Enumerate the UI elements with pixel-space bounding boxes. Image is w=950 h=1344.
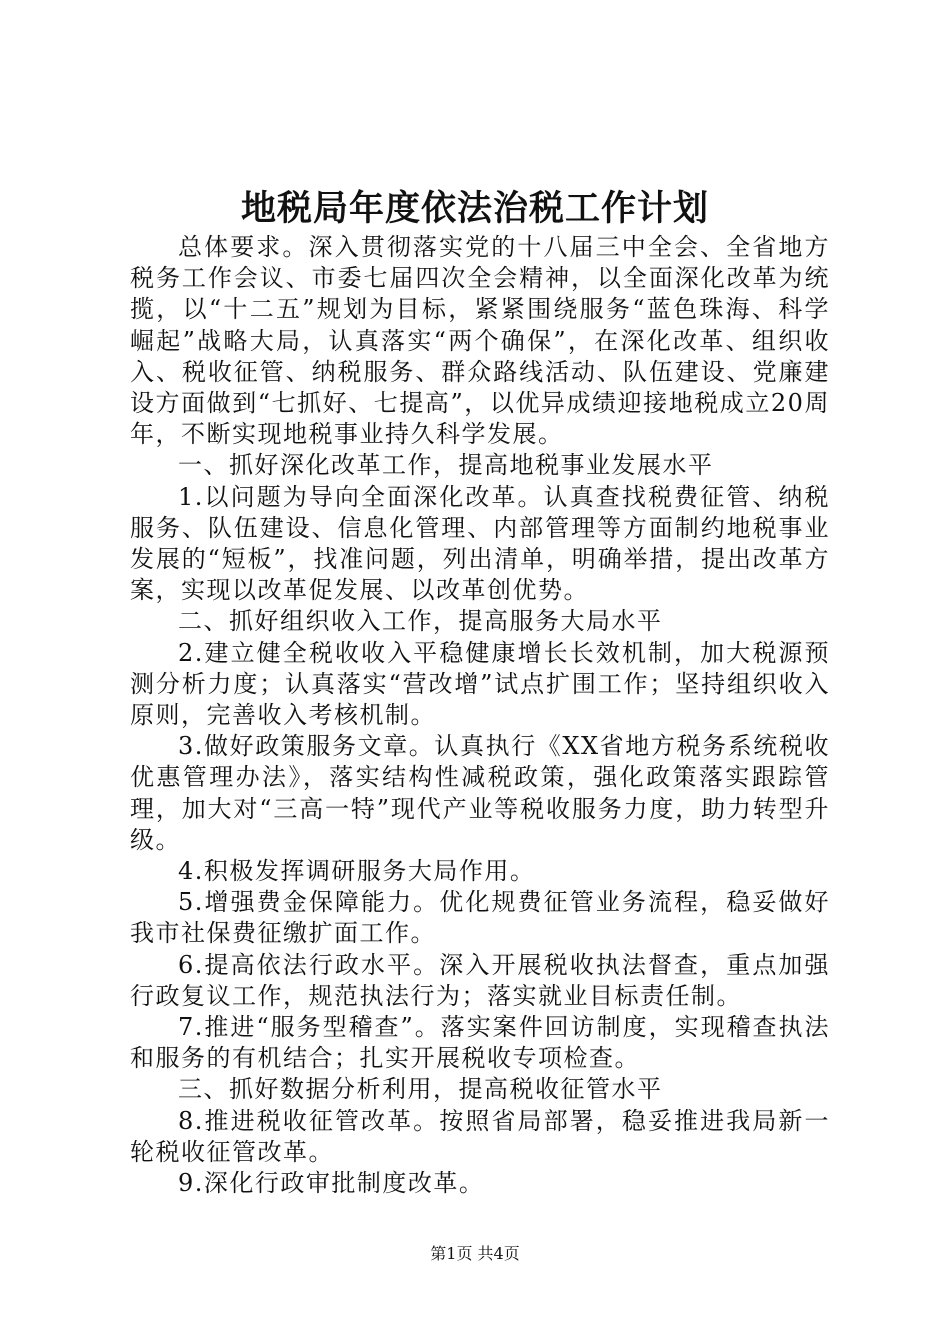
list-item-9: 9.深化行政审批制度改革。 [178, 1169, 485, 1198]
list-item-5: 5.增强费金保障能力。优化规费征管业务流程，稳妥做好我市社保费征缴扩面工作。 [130, 888, 830, 948]
list-item-7: 7.推进“服务型稽查”。落实案件回访制度，实现稽查执法和服务的有机结合；扎实开展税收专项检查。 [130, 1013, 830, 1073]
paragraph-general-requirements: 总体要求。深入贯彻落实党的十八届三中全会、全省地方税务工作会议、市委七届四次全会精神，以全面深化改革为统揽，以“十二五”规划为目标，紧紧围绕服务“蓝色珠海、科学崛起”战略大局，认真落实“两个确保”，在深化改革、组织收入、税收征管、纳税服务、群众路线活动、队伍建设、党廉建设方面做到“七抓好、七提高”，以优异成绩迎接地税成立20周年，不断实现地税事业持久科学发展。 [130, 233, 830, 449]
section-heading-1: 一、抓好深化改革工作，提高地税事业发展水平 [178, 451, 714, 480]
list-item-8: 8.推进税收征管改革。按照省局部署，稳妥推进我局新一轮税收征管改革。 [130, 1106, 830, 1166]
list-item-4: 4.积极发挥调研服务大局作用。 [178, 857, 536, 886]
page-number-footer: 第1页 共4页 [430, 1244, 520, 1263]
section-heading-3: 三、抓好数据分析利用，提高税收征管水平 [178, 1075, 663, 1104]
list-item-1: 1.以问题为导向全面深化改革。认真查找税费征管、纳税服务、队伍建设、信息化管理、内部管理等方面制约地税事业发展的“短板”，找准问题，列出清单，明确举措，提出改革方案，实现以改革促发展、以改革创优势。 [130, 482, 830, 605]
document-title: 地税局年度依法治税工作计划 [240, 188, 709, 229]
list-item-6: 6.提高依法行政水平。深入开展税收执法督查，重点加强行政复议工作，规范执法行为；落实就业目标责任制。 [130, 950, 830, 1010]
section-heading-2: 二、抓好组织收入工作，提高服务大局水平 [178, 607, 663, 636]
document-body [130, 232, 830, 1199]
list-item-2: 2.建立健全税收收入平稳健康增长长效机制，加大税源预测分析力度；认真落实“营改增”试点扩围工作；坚持组织收入原则，完善收入考核机制。 [130, 638, 830, 730]
list-item-3: 3.做好政策服务文章。认真执行《XX省地方税务系统税收优惠管理办法》，落实结构性减税政策，强化政策落实跟踪管理，加大对“三高一特”现代产业等税收服务力度，助力转型升级。 [130, 732, 830, 854]
